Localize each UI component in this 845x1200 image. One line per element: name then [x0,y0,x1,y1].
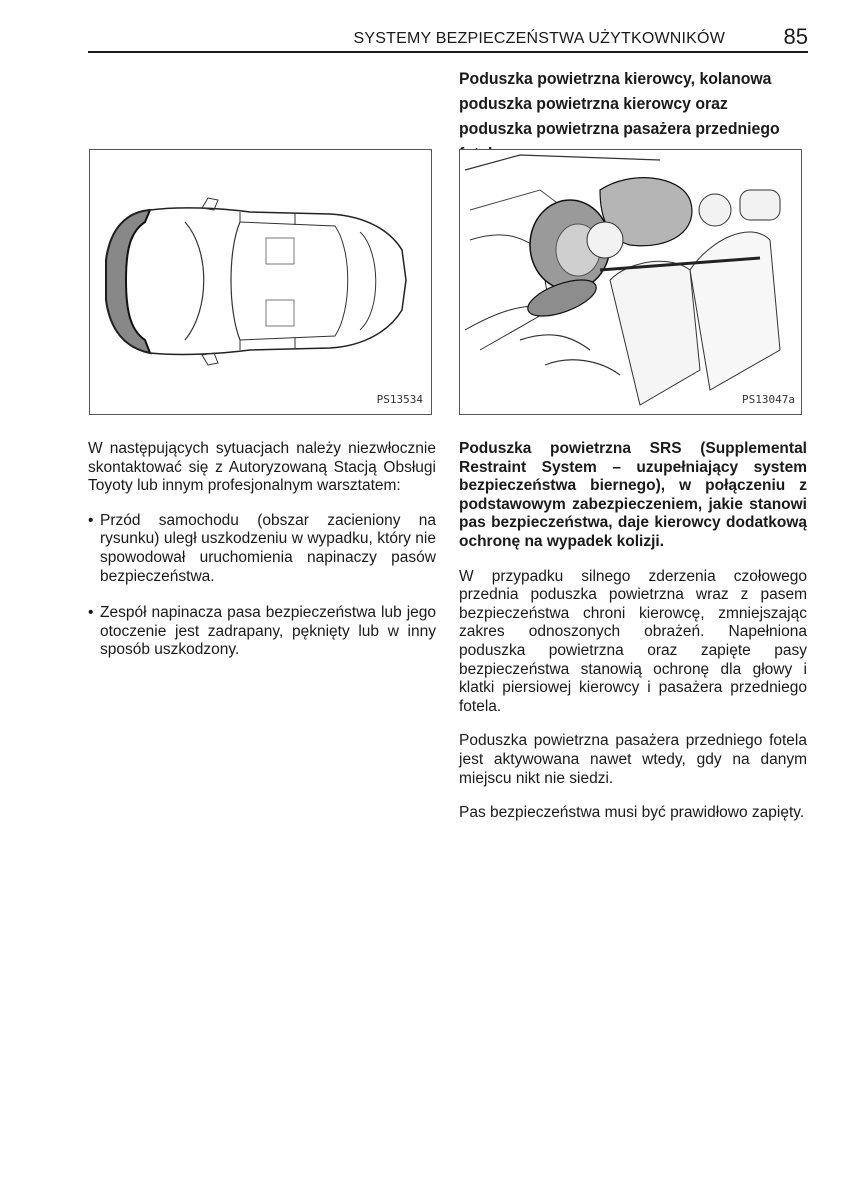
bullet-symbol: • [88,604,94,622]
figure-code-left: PS13534 [376,393,423,406]
airbag-intro-bold: Poduszka powietrzna SRS (Supplemental Restraint System – uzupełniający system bezpieczeństwa biernego), w połączeniu z podstawowym zabezpieczeniem, jakie stanowi pas bezpieczeństwa, daje kierowcy dodatkową ochronę na wypadek kolizji. [459,440,807,550]
car-top-view-figure [89,149,432,415]
airbag-illustration [460,150,801,414]
bullet-text: Zespół napinacza pasa bezpieczeństwa lub jego otoczenie jest zadrapany, pęknięty lub w inny sposób uszkodzony. [100,604,436,659]
paragraph: Pas bezpieczeństwa musi być prawidłowo zapięty. [459,804,805,822]
car-top-view-illustration [90,150,431,414]
bullet-symbol: • [88,511,94,529]
header-rule [88,51,808,53]
paragraph: W przypadku silnego zderzenia czołowego przednia poduszka powietrzna wraz z pasem bezpieczeństwa chroni kierowcę, zmniejszając zakres odnoszonych obrażeń. Napełniona poduszka powietrzna oraz zapięte pasy bezpieczeństwa stanowią ochronę dla głowy i klatki piersiowej kierowcy i pasażera przedniego fotela. [459,567,807,715]
left-column [88,440,436,678]
intro-paragraph: W następujących sytuacjach należy niezwłocznie skontaktować się z Autoryzowaną Stacją Obsługi Toyoty lub innym profesjonalnym warsztatem: [88,440,436,495]
paragraph: Poduszka powietrzna pasażera przedniego fotela jest aktywowana nawet wtedy, gdy na danym miejscu nikt nie siedzi. [459,732,807,787]
figure-code-right: PS13047a [742,393,795,406]
header-title: SYSTEMY BEZPIECZEŃSTWA UŻYTKOWNIKÓW [353,30,725,47]
airbag-figure [459,149,802,415]
bullet-text: Przód samochodu (obszar zacieniony na rysunku) uległ uszkodzeniu w wypadku, który nie spowodował uruchomienia napinaczy pasów bezpieczeństwa. [100,511,436,585]
list-item [88,604,436,660]
right-column [459,440,807,839]
list-item [88,512,436,586]
section-heading: Poduszka powietrzna kierowcy, kolanowa poduszka powietrzna kierowcy oraz poduszka powietrzna pasażera przedniego [459,69,780,138]
page-number: 85 [783,24,808,49]
